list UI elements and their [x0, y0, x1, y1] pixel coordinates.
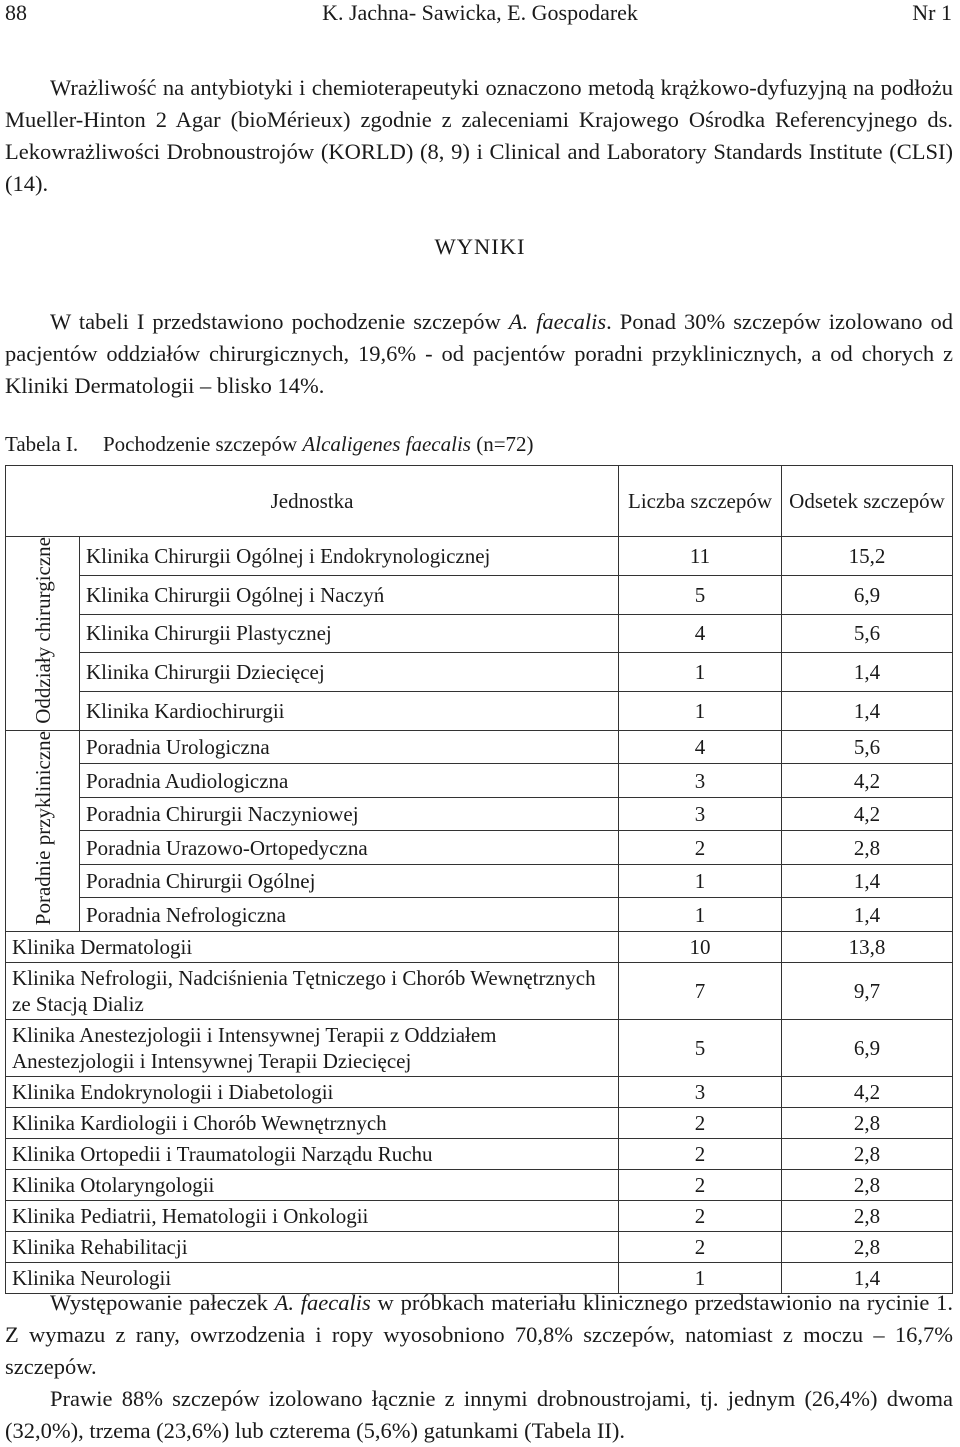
count-cell: 4: [619, 730, 782, 764]
count-cell: 1: [619, 864, 782, 898]
section-heading: WYNIKI: [434, 234, 526, 259]
table-row: [6, 1200, 953, 1231]
count-cell: 7: [619, 962, 782, 1019]
unit-cell: Klinika Chirurgii Dziecięcej: [80, 653, 619, 692]
table-label: Tabela I.: [5, 432, 79, 456]
count-cell: 1: [619, 692, 782, 731]
count-cell: 5: [619, 1019, 782, 1076]
percent-cell: 1,4: [782, 898, 953, 932]
group-surgical-label: Oddziały chirurgiczne: [30, 537, 55, 724]
unit-cell: Klinika Endokrynologii i Diabetologii: [6, 1076, 619, 1107]
header-unit: Jednostka: [6, 466, 619, 537]
unit-cell: Poradnia Urologiczna: [80, 730, 619, 764]
percent-cell: 2,8: [782, 1231, 953, 1262]
table-row: [6, 1076, 953, 1107]
table-row: [6, 962, 953, 1019]
caption-text-2: (n=72): [470, 432, 534, 456]
count-cell: 4: [619, 614, 782, 653]
percent-cell: 2,8: [782, 1138, 953, 1169]
unit-cell: Klinika Kardiologii i Chorób Wewnętrznych: [6, 1107, 619, 1138]
percent-cell: 13,8: [782, 931, 953, 962]
header-count: Liczba szczepów: [619, 466, 782, 537]
results-paragraph: [5, 306, 953, 402]
running-header: [0, 0, 960, 32]
table-row: [6, 614, 953, 653]
count-cell: 2: [619, 1169, 782, 1200]
percent-cell: 4,2: [782, 797, 953, 831]
percent-cell: 2,8: [782, 1169, 953, 1200]
count-cell: 3: [619, 797, 782, 831]
unit-cell: Klinika Rehabilitacji: [6, 1231, 619, 1262]
group-outpatient-label: Poradnie przykliniczne: [30, 730, 55, 925]
group-outpatient: [6, 730, 80, 931]
table-row: [6, 1019, 953, 1076]
caption-species: Alcaligenes faecalis: [302, 432, 471, 456]
count-cell: 11: [619, 537, 782, 576]
page-number: 88: [5, 0, 27, 25]
unit-cell: Klinika Kardiochirurgii: [80, 692, 619, 731]
unit-cell: Klinika Anestezjologii i Intensywnej Terapii z Oddziałem Anestezjologii i Intensywnej Terapii Dziecięcej: [6, 1019, 619, 1076]
caption-text-1: Pochodzenie szczepów: [103, 432, 303, 456]
percent-cell: 6,9: [782, 1019, 953, 1076]
percent-cell: 4,2: [782, 764, 953, 798]
unit-cell: Poradnia Urazowo-Ortopedyczna: [80, 831, 619, 865]
count-cell: 2: [619, 1138, 782, 1169]
percent-cell: 1,4: [782, 864, 953, 898]
intro-paragraph: Wrażliwość na antybiotyki i chemioterapeutyki oznaczono metodą krążkowo-dyfuzyjną na podłożu Mueller-Hinton 2 Agar (bioMérieux) zgodnie z zaleceniami Krajowego Ośrodka Referencyjnego ds. Lekowrażliwości Drobnoustrojów (KORLD) (8, 9) i Clinical and Laboratory Standards Institute (CLSI) (14).: [5, 75, 953, 196]
paragraph-3: [5, 1287, 953, 1383]
unit-cell: Klinika Nefrologii, Nadciśnienia Tętniczego i Chorób Wewnętrznych ze Stacją Dializ: [6, 962, 619, 1019]
data-table: [5, 465, 953, 1294]
table-row: [6, 1138, 953, 1169]
count-cell: 1: [619, 1262, 782, 1293]
table-row: [6, 797, 953, 831]
group-surgical: [6, 537, 80, 731]
count-cell: 2: [619, 1231, 782, 1262]
count-cell: 2: [619, 831, 782, 865]
unit-cell: Poradnia Chirurgii Ogólnej: [80, 864, 619, 898]
unit-cell: Poradnia Chirurgii Naczyniowej: [80, 797, 619, 831]
table-header-row: [6, 466, 953, 537]
unit-cell: Klinika Chirurgii Plastycznej: [80, 614, 619, 653]
issue-number: Nr 1: [912, 0, 952, 25]
unit-cell: Klinika Dermatologii: [6, 931, 619, 962]
table-row: [6, 831, 953, 865]
percent-cell: 1,4: [782, 692, 953, 731]
percent-cell: 1,4: [782, 653, 953, 692]
unit-cell: Klinika Pediatrii, Hematologii i Onkologii: [6, 1200, 619, 1231]
count-cell: 2: [619, 1200, 782, 1231]
unit-cell: Poradnia Nefrologiczna: [80, 898, 619, 932]
para3-text-2: w próbkach materiału klinicznego przedstawionio na rycinie 1. Z wymazu z rany, owrzodzenia i ropy wyosobniono 70,8% szczepów, natomiast z moczu – 16,7% szczepów.: [5, 1290, 953, 1379]
running-authors: K. Jachna- Sawicka, E. Gospodarek: [322, 0, 638, 25]
percent-cell: 2,8: [782, 1200, 953, 1231]
table-caption: [5, 432, 534, 457]
table-row: [6, 898, 953, 932]
unit-cell: Klinika Otolaryngologii: [6, 1169, 619, 1200]
table-row: [6, 931, 953, 962]
table-row: [6, 764, 953, 798]
unit-cell: Poradnia Audiologiczna: [80, 764, 619, 798]
header-percent: Odsetek szczepów: [782, 466, 953, 537]
percent-cell: 2,8: [782, 831, 953, 865]
unit-cell: Klinika Ortopedii i Traumatologii Narządu Ruchu: [6, 1138, 619, 1169]
count-cell: 5: [619, 575, 782, 614]
table-row: [6, 537, 953, 576]
table-row: [6, 864, 953, 898]
species-name: A. faecalis: [508, 309, 607, 334]
percent-cell: 6,9: [782, 575, 953, 614]
percent-cell: 5,6: [782, 730, 953, 764]
percent-cell: 9,7: [782, 962, 953, 1019]
unit-cell: Klinika Neurologii: [6, 1262, 619, 1293]
table-row: [6, 1169, 953, 1200]
table-row: [6, 692, 953, 731]
count-cell: 3: [619, 1076, 782, 1107]
percent-cell: 1,4: [782, 1262, 953, 1293]
results-text-2: . Ponad 30% szczepów izolowano od pacjentów oddziałów chirurgicznych, 19,6% - od pacjentów poradni przyklinicznych, a od chorych z Kliniki Dermatologii – blisko 14%.: [5, 309, 953, 398]
paragraph-4: Prawie 88% szczepów izolowano łącznie z innymi drobnoustrojami, tj. jednym (26,4%) dwoma (32,0%), trzema (23,6%) lub czterema (5,6%) gatunkami (Tabela II).: [5, 1386, 953, 1443]
percent-cell: 2,8: [782, 1107, 953, 1138]
unit-cell: Klinika Chirurgii Ogólnej i Naczyń: [80, 575, 619, 614]
count-cell: 1: [619, 653, 782, 692]
count-cell: 1: [619, 898, 782, 932]
count-cell: 10: [619, 931, 782, 962]
unit-cell: Klinika Chirurgii Ogólnej i Endokrynologicznej: [80, 537, 619, 576]
table-row: [6, 575, 953, 614]
count-cell: 3: [619, 764, 782, 798]
table-row: [6, 653, 953, 692]
table-row: [6, 730, 953, 764]
para3-species: A. faecalis: [274, 1290, 371, 1315]
table-row: [6, 1107, 953, 1138]
percent-cell: 4,2: [782, 1076, 953, 1107]
table-row: [6, 1231, 953, 1262]
results-text-1: W tabeli I przedstawiono pochodzenie szczepów: [50, 309, 509, 334]
percent-cell: 5,6: [782, 614, 953, 653]
para3-text-1: Występowanie pałeczek: [50, 1290, 275, 1315]
percent-cell: 15,2: [782, 537, 953, 576]
count-cell: 2: [619, 1107, 782, 1138]
